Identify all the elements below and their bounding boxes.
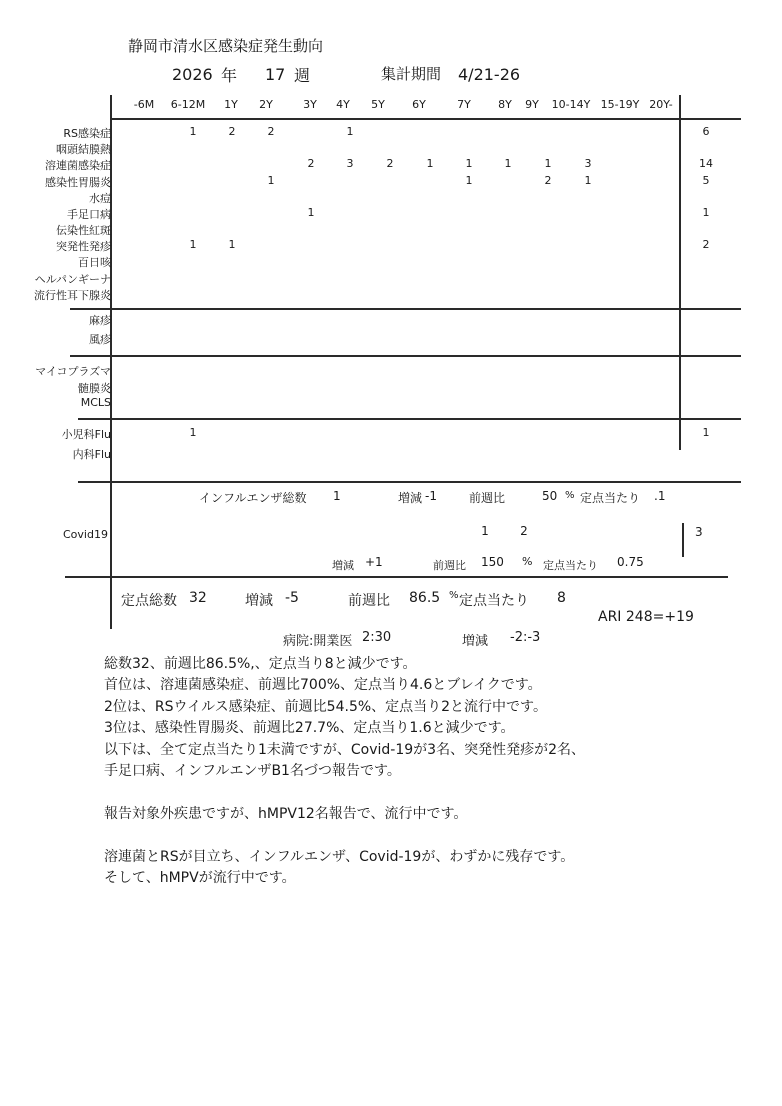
week-value: 17 — [265, 65, 286, 84]
commentary-line — [104, 782, 585, 803]
column-header: 6-12M — [170, 98, 206, 111]
covid-change-value: +1 — [365, 555, 383, 569]
column-header: 5Y — [371, 98, 385, 111]
commentary-line: 手足口病、インフルエンザB1名づつ報告です。 — [104, 763, 401, 780]
covid-cell: 2 — [520, 524, 528, 538]
covid-total: 3 — [695, 525, 703, 539]
row-label: マイコプラズマ — [35, 365, 111, 378]
covid-ratio-label: 前週比 — [433, 559, 466, 572]
flu-per-site-value: .1 — [654, 489, 666, 503]
commentary-line: 報告対象外疾患ですが、hMPV12名報告で、流行中です。 — [104, 805, 468, 822]
summary-ratio-value: 86.5 — [409, 590, 441, 606]
column-header: 1Y — [224, 98, 238, 111]
commentary — [104, 654, 585, 889]
header-divider — [110, 118, 741, 120]
hospital-change-label: 増減 — [462, 634, 489, 649]
table-cell: 1 — [189, 426, 197, 439]
row-label: 風疹 — [89, 333, 111, 346]
covid-label: Covid19 — [63, 528, 108, 541]
summary-total-value: 32 — [189, 590, 207, 606]
covid-per-site-value: 0.75 — [617, 555, 644, 569]
row-label: RS感染症 — [63, 127, 111, 140]
flu-ratio-unit: % — [565, 490, 575, 501]
row-label: 髄膜炎 — [78, 382, 111, 395]
table-cell: 2 — [228, 125, 236, 138]
commentary-line: 2位は、RSウイルス感染症、前週比54.5%、定点当り2と流行中です。 — [104, 698, 547, 715]
summary-ratio-unit: % — [449, 590, 459, 601]
table-cell: 3 — [346, 157, 354, 170]
hospital-label: 病院:開業医 — [283, 634, 353, 649]
column-header: 2Y — [259, 98, 273, 111]
table-cell: 2 — [386, 157, 394, 170]
hospital-change-value: -2:-3 — [510, 630, 541, 645]
table-cell: 1 — [465, 157, 473, 170]
column-header: 7Y — [457, 98, 471, 111]
year-value: 2026 — [172, 65, 213, 84]
flu-per-site-label: 定点当たり — [580, 491, 641, 505]
row-label: 溶連菌感染症 — [45, 159, 111, 172]
commentary-line: 首位は、溶連菌感染症、前週比700%、定点当り4.6とブレイクです。 — [104, 677, 542, 694]
table-cell: 1 — [504, 157, 512, 170]
row-label: 手足口病 — [67, 208, 111, 221]
covid-per-site-label: 定点当たり — [543, 559, 598, 572]
summary-ratio-label: 前週比 — [348, 593, 390, 609]
commentary-line — [104, 825, 585, 846]
row-total: 2 — [702, 238, 710, 251]
section-divider-2 — [70, 355, 741, 357]
summary-change-label: 増減 — [245, 593, 273, 609]
summary-change-value: -5 — [285, 590, 299, 606]
section-divider-1 — [70, 308, 741, 310]
column-header: 20Y- — [649, 98, 673, 111]
column-header: 4Y — [336, 98, 350, 111]
commentary-line: 3位は、感染性胃腸炎、前週比27.7%、定点当り1.6と減少です。 — [104, 720, 515, 737]
summary-total-label: 定点総数 — [121, 593, 177, 609]
column-header: 3Y — [303, 98, 317, 111]
column-header: 9Y — [525, 98, 539, 111]
table-cell: 1 — [584, 174, 592, 187]
row-total: 14 — [699, 157, 713, 170]
table-cell: 1 — [346, 125, 354, 138]
row-total: 5 — [702, 174, 710, 187]
row-label: 小児科Flu — [61, 428, 111, 441]
flu-change-value: -1 — [425, 489, 437, 503]
table-cell: 2 — [307, 157, 315, 170]
column-header: 15-19Y — [600, 98, 640, 111]
covid-ratio-unit: % — [522, 555, 533, 568]
flu-ratio-label: 前週比 — [469, 491, 506, 505]
flu-change-label: 増減 — [398, 491, 423, 505]
row-label: 水痘 — [89, 192, 111, 205]
column-header: 8Y — [498, 98, 512, 111]
commentary-line: そして、hMPVが流行中です。 — [104, 870, 296, 887]
table-cell: 3 — [584, 157, 592, 170]
flu-total-label: インフルエンザ総数 — [199, 491, 307, 505]
commentary-line: 以下は、全て定点当たり1未満ですが、Covid-19が3名、突発性発疹が2名、 — [104, 741, 585, 758]
table-cell: 1 — [426, 157, 434, 170]
period-value: 4/21-26 — [458, 65, 521, 84]
table-cell: 1 — [465, 174, 473, 187]
covid-ratio-value: 150 — [481, 555, 504, 569]
section-divider-5 — [65, 576, 728, 578]
row-label: 百日咳 — [78, 256, 111, 269]
table-cell: 1 — [267, 174, 275, 187]
table-cell: 1 — [189, 238, 197, 251]
row-total: 1 — [702, 206, 710, 219]
ari-value: ARI 248=+19 — [598, 609, 694, 625]
table-cell: 1 — [228, 238, 236, 251]
column-header: 6Y — [412, 98, 426, 111]
section-divider-4 — [78, 481, 741, 483]
section-divider-3 — [78, 418, 741, 420]
week-unit: 週 — [294, 66, 311, 85]
row-total: 1 — [702, 426, 710, 439]
covid-change-label: 増減 — [332, 559, 354, 572]
summary-per-site-label: 定点当たり — [459, 593, 529, 609]
report-title: 静岡市清水区感染症発生動向 — [128, 37, 324, 55]
row-label: 突発性発疹 — [56, 240, 111, 253]
table-cell: 1 — [189, 125, 197, 138]
commentary-line: 溶連菌とRSが目立ち、インフルエンザ、Covid-19が、わずかに残存です。 — [104, 848, 575, 865]
column-header: 10-14Y — [551, 98, 591, 111]
row-label: ヘルパンギーナ — [34, 273, 111, 286]
row-label: 伝染性紅斑 — [56, 224, 111, 237]
summary-per-site-value: 8 — [557, 590, 566, 606]
hospital-value: 2:30 — [362, 630, 392, 645]
flu-total-value: 1 — [333, 489, 341, 503]
covid-cell: 1 — [481, 524, 489, 538]
row-label: 内科Flu — [72, 448, 111, 461]
year-unit: 年 — [221, 66, 238, 85]
covid-total-divider — [682, 523, 684, 557]
table-cell: 2 — [267, 125, 275, 138]
table-cell: 1 — [544, 157, 552, 170]
row-label: 麻疹 — [89, 314, 111, 327]
column-header: -6M — [133, 98, 155, 111]
flu-ratio-value: 50 — [542, 489, 558, 503]
commentary-line: 総数32、前週比86.5%,、定点当り8と減少です。 — [104, 656, 417, 672]
row-label: MCLS — [80, 396, 111, 409]
table-cell: 2 — [544, 174, 552, 187]
row-label: 流行性耳下腺炎 — [34, 289, 111, 302]
period-label: 集計期間 — [381, 65, 442, 83]
row-label: 感染性胃腸炎 — [45, 176, 111, 189]
row-label: 咽頭結膜熱 — [56, 143, 111, 156]
table-total-divider — [679, 95, 681, 450]
row-total: 6 — [702, 125, 710, 138]
table-cell: 1 — [307, 206, 315, 219]
